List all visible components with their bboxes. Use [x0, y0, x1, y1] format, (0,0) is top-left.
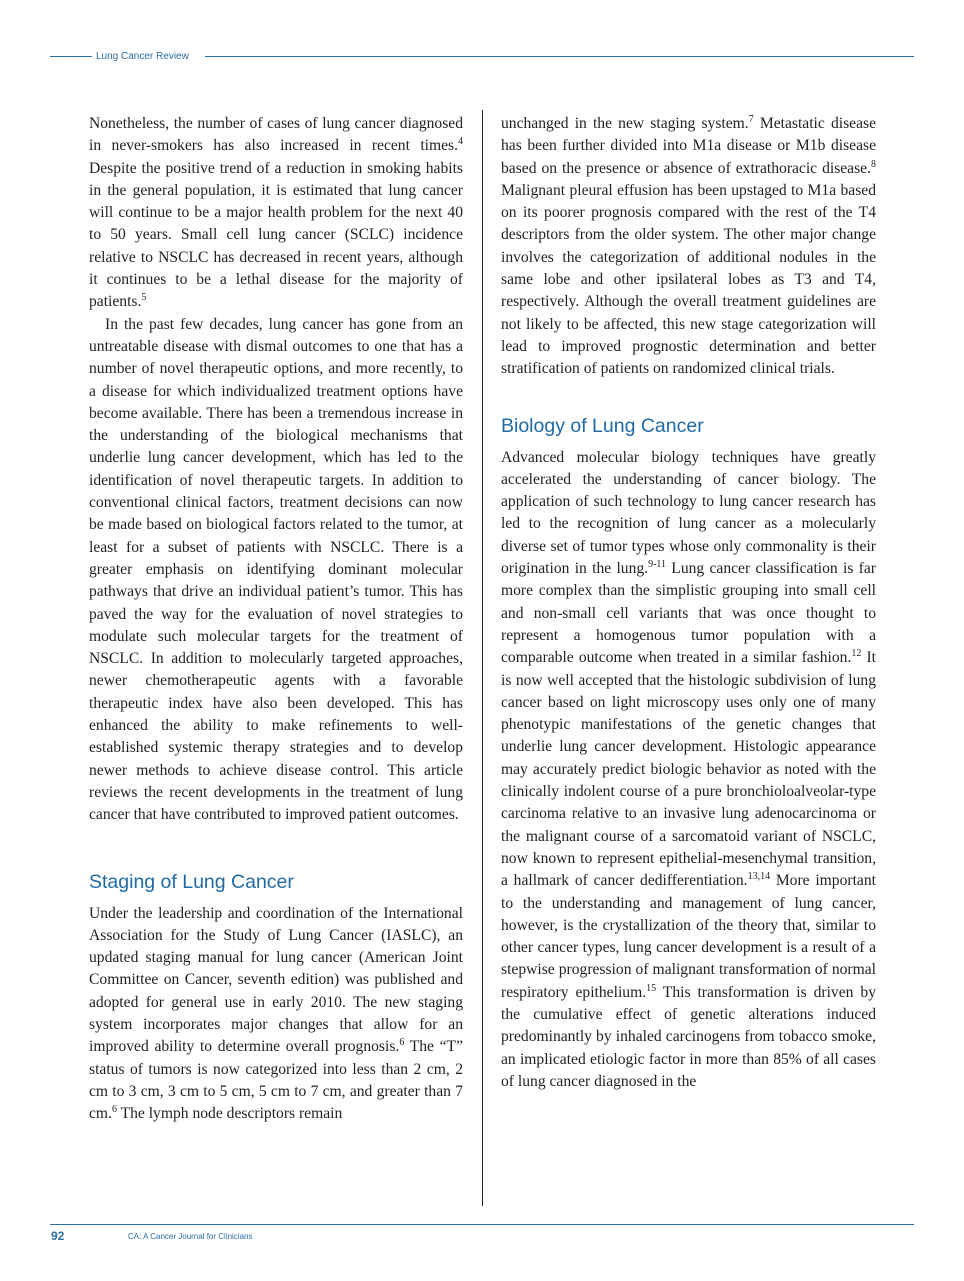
- citation-ref: 9-11: [648, 559, 667, 571]
- section-heading-staging: Staging of Lung Cancer: [89, 870, 294, 893]
- text-run: Lung cancer classification is far more complex than the simplistic grouping into small cell and non-small cell variants that was once thought to represent a homogenous tumor population with a comparable outcome when treated in a similar fashion.: [501, 560, 876, 667]
- text-run: This transformation is driven by the cumulative effect of genetic alterations induced predominantly by inhaled carcinogens from tobacco smoke, an implicated etiologic factor in more than 85% of all cases of lung cancer diagnosed in the: [501, 983, 876, 1090]
- text-run: Under the leadership and coordination of the International Association for the Study of Lung Cancer (IASLC), an updated staging manual for lung cancer (American Joint Committee on Cancer, seventh edition) was published and adopted for general use in early 2010. The new staging system incorporates major changes that allow for an improved ability to determine overall prognosis.: [89, 904, 463, 1056]
- page-number: 92: [51, 1229, 65, 1243]
- header-rule-right: [205, 56, 914, 57]
- left-column: [89, 113, 463, 1125]
- citation-ref: 6: [111, 1104, 117, 1116]
- text-run: unchanged in the new staging system.: [501, 115, 749, 132]
- paragraph: [89, 903, 463, 1126]
- paragraph: [501, 447, 876, 1094]
- text-run: Malignant pleural effusion has been upstaged to M1a based on its poorer prognosis compared with the rest of the T4 descriptors from the older system. The other major change involves the categorization of additional nodules in the same lobe and other ipsilateral lobes as T3 and T4, respectively. Although the overall treatment guidelines are not likely to be affected, this new stage categorization will lead to improved prognostic determination and better stratification of patients on randomized clinical trials.: [501, 181, 876, 378]
- header-rule-left: [50, 56, 92, 57]
- text-run: Advanced molecular biology techniques have greatly accelerated the understanding of cancer biology. The application of such technology to lung cancer research has led to the recognition of lung cancer as a molecularly diverse set of tumor types whose only commonality is their origination in the lung.: [501, 448, 876, 578]
- citation-ref: 4: [458, 136, 463, 148]
- text-run: It is now well accepted that the histologic subdivision of lung cancer based on light microscopy uses only one of many phenotypic manifestations of the genetic changes that underlie lung cancer development. Histologic appearance may accurately predict biologic behavior as noted with the clinically indolent course of a pure bronchioloalveolar-type carcinoma relative to an invasive lung adenocarcinoma or the malignant course of a sarcomatoid variant of NSCLC, now known to represent epithelial-mesenchymal transition, a hallmark of cancer dedifferentiation.: [501, 649, 876, 890]
- section-heading-biology: Biology of Lung Cancer: [501, 414, 704, 437]
- citation-ref: 8: [871, 158, 876, 170]
- paragraph: [89, 113, 463, 314]
- citation-ref: 7: [748, 114, 754, 125]
- column-divider: [482, 110, 483, 1206]
- footer-rule: [50, 1224, 914, 1225]
- citation-ref: 6: [399, 1037, 405, 1049]
- text-run: Metastatic disease has been further divided into M1a disease or M1b disease based on the presence or absence of extrathoracic disease.: [501, 115, 876, 177]
- right-column: [501, 113, 876, 1093]
- text-run: Despite the positive trend of a reduction in smoking habits in the general population, it is estimated that lung cancer will continue to be a major health problem for the next 40 to 50 years. Small cell lung cancer (SCLC) incidence relative to NSCLC has decreased in recent years, although it continues to be a lethal disease for the majority of patients.: [89, 159, 463, 311]
- citation-ref: 12: [851, 648, 862, 660]
- text-run: Nonetheless, the number of cases of lung cancer diagnosed in never-smokers has also increased in recent times.: [89, 115, 463, 155]
- citation-ref: 13,14: [747, 871, 771, 883]
- running-title: Lung Cancer Review: [96, 50, 193, 64]
- running-header: [50, 50, 914, 64]
- text-run: More important to the understanding and management of lung cancer, however, is the crystallization of the theory that, similar to other cancer types, lung cancer development is a result of a stepwise progression of malignant transformation of normal respiratory epithelium.: [501, 872, 876, 1001]
- paragraph: [501, 113, 876, 381]
- text-run: The “T” status of tumors is now categorized into less than 2 cm, 2 cm to 3 cm, 3 cm to 5 cm, 5 cm to 7 cm, and greater than 7 cm.: [89, 1038, 463, 1123]
- paragraph: In the past few decades, lung cancer has gone from an untreatable disease with dismal outcomes to one that has a number of novel therapeutic options, and more recently, to a disease for which individualized treatment options have become available. There has been a tremendous increase in the understanding of the biological mechanisms that underlie lung cancer development, which has led to the identification of novel therapeutic targets. In addition to conventional clinical factors, treatment decisions can now be made based on biological factors related to the tumor, at least for a subset of patients with NSCLC. There is a greater emphasis on identifying dominant molecular pathways that drive an individual patient’s tumor. This has paved the way for the evaluation of novel strategies to modulate such molecular targets for the treatment of NSCLC. In addition to molecularly targeted approaches, newer chemotherapeutic agents with a favorable therapeutic index have also been developed. This has enhanced the ability to make refinements to well-established systemic therapy strategies and to develop newer methods to achieve disease control. This article reviews the recent developments in the treatment of lung cancer that have contributed to improved patient outcomes.: [89, 315, 463, 824]
- journal-name: CA: A Cancer Journal for Clinicians: [128, 1232, 253, 1241]
- citation-ref: 5: [141, 292, 147, 304]
- text-run: The lymph node descriptors remain: [116, 1105, 343, 1123]
- citation-ref: 15: [646, 982, 657, 994]
